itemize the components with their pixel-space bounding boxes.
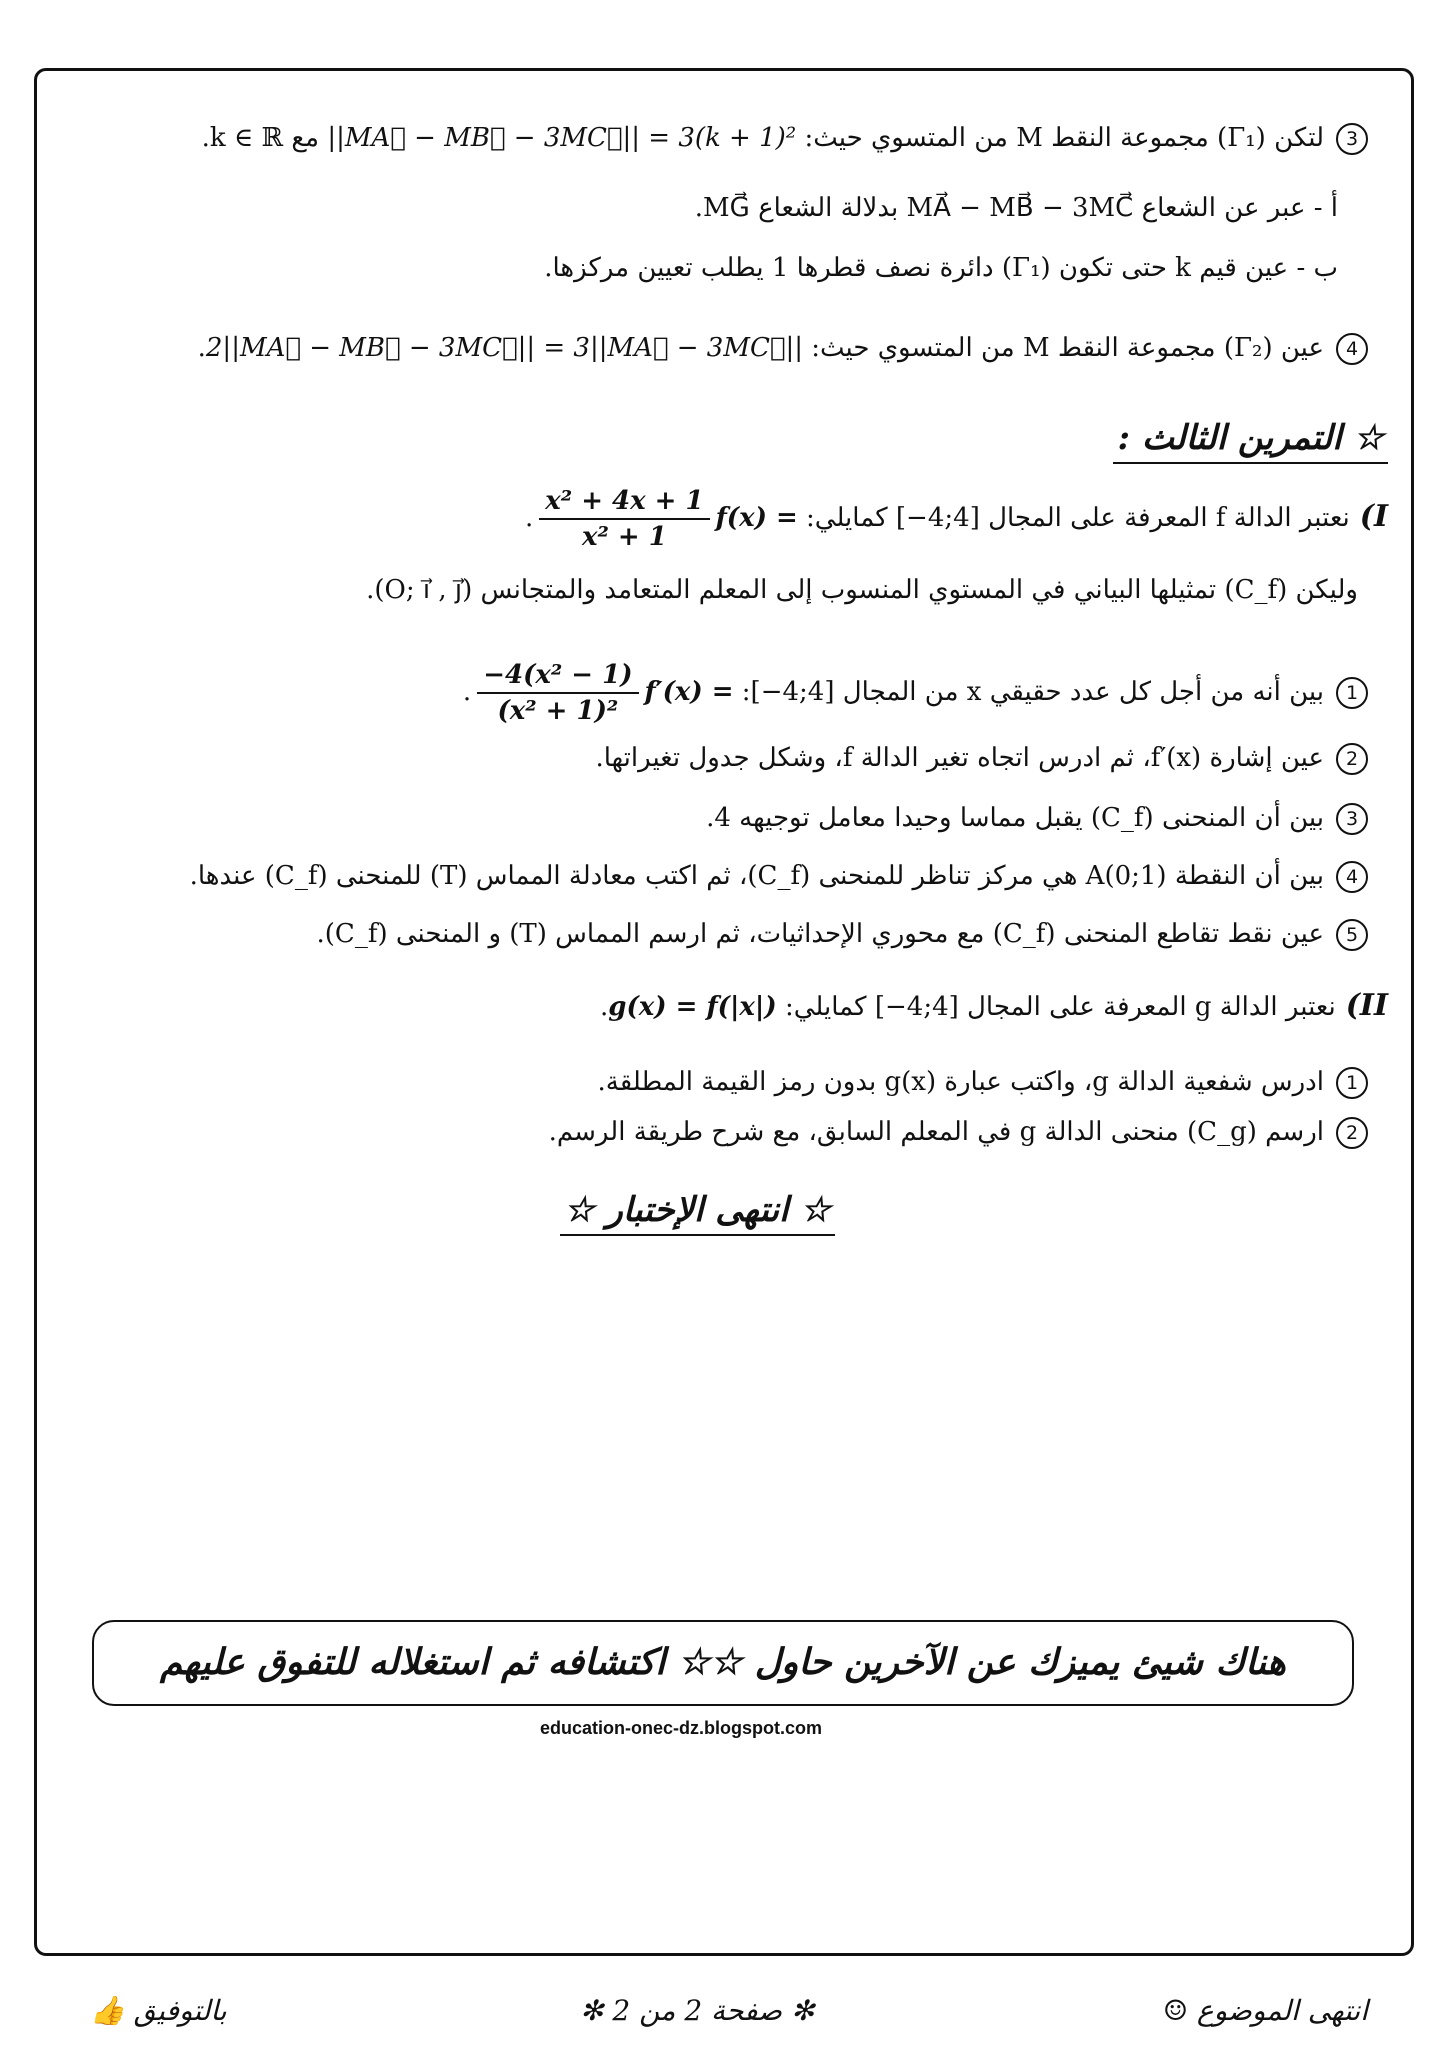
part-II-intro xyxy=(600,986,1388,1027)
question-I-2 xyxy=(595,738,1368,778)
question-text: بين أن المنحنى (C_f) يقبل مماسا وحيدا معامل توجيهه 4. xyxy=(706,803,1324,833)
function-lhs: f(x) = xyxy=(715,503,798,533)
question-tail: . xyxy=(197,333,206,363)
part-text: نعتبر الدالة g المعرفة على المجال [4;4−] كمايلي: xyxy=(776,992,1336,1022)
end-of-exam-title: ☆ انتهى الإختبار ☆ xyxy=(560,1190,835,1236)
fraction xyxy=(539,484,709,554)
math-expression: g(x) = f(|x|) xyxy=(608,992,777,1022)
question-number: 3 xyxy=(1336,803,1368,835)
math-expression: 2||MA⃗ − MB⃗ − 3MC⃗|| = 3||MA⃗ − 3MC⃗|| xyxy=(205,333,803,363)
question-I-3 xyxy=(706,798,1368,838)
question-I-4 xyxy=(190,856,1368,896)
part-text: نعتبر الدالة f المعرفة على المجال [4;4−] كمايلي: xyxy=(797,503,1350,533)
question-3a: أ - عبر عن الشعاع MA⃗ − MB⃗ − 3MC⃗ بدلالة الشعاع MG⃗. xyxy=(694,193,1338,223)
footer-page-number: ✻ صفحة 2 من 2 ✻ xyxy=(580,1994,815,2027)
exercise-3-title: ☆ التمرين الثالث : xyxy=(1113,418,1388,464)
question-number: 4 xyxy=(1336,861,1368,893)
question-I-5 xyxy=(317,914,1369,954)
question-text: بين أن النقطة A(0;1) هي مركز تناظر للمنحنى (C_f)، ثم اكتب معادلة المماس (T) للمنحنى (C_f) عندها. xyxy=(189,861,1324,891)
question-text: بين أنه من أجل كل عدد حقيقي x من المجال [4;4−]: xyxy=(733,677,1324,707)
question-tail: . xyxy=(462,677,472,707)
question-II-1 xyxy=(598,1062,1369,1102)
fraction-denominator: (x² + 1)² xyxy=(497,696,619,726)
question-number: 2 xyxy=(1336,1117,1368,1149)
question-I-1 xyxy=(463,658,1368,728)
question-3 xyxy=(202,118,1368,158)
question-II-2 xyxy=(549,1112,1368,1152)
motto-box: هناك شيئ يميزك عن الآخرين حاول ☆☆ اكتشافه ثم استغلاله للتفوق عليهم xyxy=(92,1620,1354,1706)
part-I-curve: وليكن (C_f) تمثيلها البياني في المستوي المنسوب إلى المعلم المتعامد والمتجانس (O; i⃗ , j⃗). xyxy=(366,575,1358,605)
question-number: 1 xyxy=(1336,677,1368,709)
question-text: ارسم (C_g) منحنى الدالة g في المعلم السابق، مع شرح طريقة الرسم. xyxy=(548,1117,1324,1147)
part-I-intro xyxy=(525,484,1388,554)
fraction xyxy=(477,658,638,728)
question-3b: ب - عين قيم k حتى تكون (Γ₁) دائرة نصف قطرها 1 يطلب تعيين مركزها. xyxy=(544,253,1338,283)
question-text: عين إشارة f′(x)، ثم ادرس اتجاه تغير الدالة f، وشكل جدول تغيراتها. xyxy=(595,743,1324,773)
question-tail: مع k ∈ ℝ. xyxy=(201,123,328,153)
question-number: 4 xyxy=(1336,333,1368,365)
fraction-numerator: x² + 4x + 1 xyxy=(539,484,709,520)
question-text: ادرس شفعية الدالة g، واكتب عبارة g(x) بدون رمز القيمة المطلقة. xyxy=(597,1067,1324,1097)
question-number: 1 xyxy=(1336,1067,1368,1099)
question-number: 3 xyxy=(1336,123,1368,155)
derivative-lhs: f′(x) = xyxy=(644,677,734,707)
fraction-numerator: −4(x² − 1) xyxy=(477,658,638,694)
question-number: 2 xyxy=(1336,743,1368,775)
question-text: عين (Γ₂) مجموعة النقط M من المتسوي حيث: xyxy=(802,333,1324,363)
question-number: 5 xyxy=(1336,919,1368,951)
footer-end-of-subject: انتهى الموضوع ☺ xyxy=(1162,1994,1368,2027)
question-4 xyxy=(198,328,1368,368)
part-label: I) xyxy=(1359,499,1388,534)
math-expression: ||MA⃗ − MB⃗ − 3MC⃗|| = 3(k + 1)² xyxy=(327,123,797,153)
website-link[interactable]: education-onec-dz.blogspot.com xyxy=(540,1718,822,1738)
part-tail: . xyxy=(600,992,609,1022)
question-text: عين نقط تقاطع المنحنى (C_f) مع محوري الإحداثيات، ثم ارسم المماس (T) و المنحنى (C_f). xyxy=(316,919,1324,949)
part-tail: . xyxy=(524,503,534,533)
footer-good-luck: بالتوفيق 👍 xyxy=(90,1994,227,2027)
part-label: II) xyxy=(1345,988,1388,1023)
question-text: لتكن (Γ₁) مجموعة النقط M من المتسوي حيث: xyxy=(796,123,1324,153)
fraction-denominator: x² + 1 xyxy=(581,522,667,552)
